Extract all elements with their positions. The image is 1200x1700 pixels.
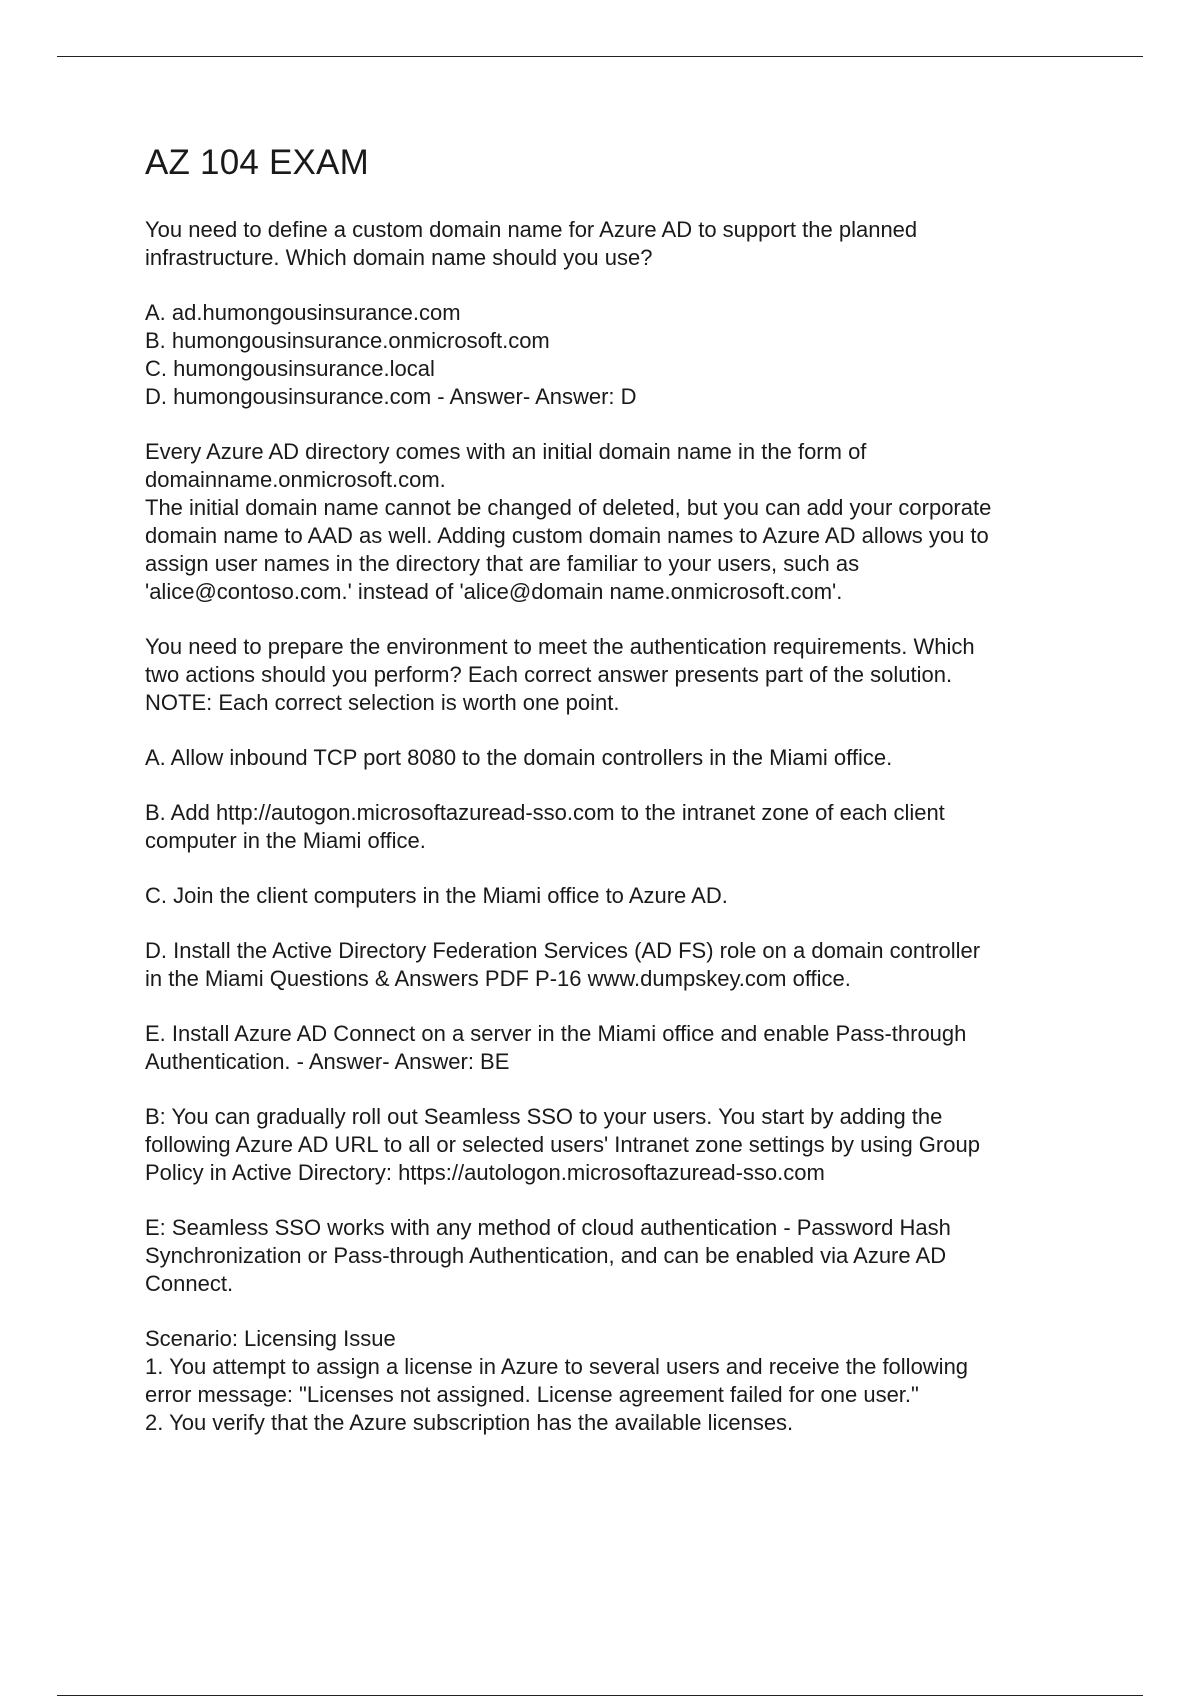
option-c: C. humongousinsurance.local [145, 356, 435, 381]
question-2-option-e-answer [145, 1020, 1105, 1076]
explanation-e [145, 1214, 1105, 1298]
document-title: AZ 104 EXAM [145, 143, 369, 182]
text-line: E: Seamless SSO works with any method of cloud authentication - Password Hash [145, 1215, 951, 1240]
text-line: error message: "Licenses not assigned. License agreement failed for one user." [145, 1382, 919, 1407]
text-line: Synchronization or Pass-through Authentication, and can be enabled via Azure AD [145, 1243, 947, 1268]
text-line: domainname.onmicrosoft.com. [145, 467, 446, 492]
option-d-answer: D. humongousinsurance.com - Answer- Answer: D [145, 384, 637, 409]
question-2-option-a [145, 744, 1105, 772]
text-line: B: You can gradually roll out Seamless SSO to your users. You start by adding the [145, 1104, 943, 1129]
explanation-b [145, 1103, 1105, 1187]
text-line: Scenario: Licensing Issue [145, 1326, 396, 1351]
text-line: Authentication. - Answer- Answer: BE [145, 1049, 510, 1074]
question-1-options [145, 299, 1105, 411]
text-line: following Azure AD URL to all or selected users' Intranet zone settings by using Group [145, 1132, 980, 1157]
text-line: 2. You verify that the Azure subscription has the available licenses. [145, 1410, 794, 1435]
text-line: two actions should you perform? Each correct answer presents part of the solution. [145, 662, 953, 687]
text-line: 1. You attempt to assign a license in Azure to several users and receive the following [145, 1354, 969, 1379]
question-2-option-b [145, 799, 1105, 855]
question-2-text [145, 633, 1105, 717]
question-2-option-d [145, 937, 1105, 993]
header-rule [57, 56, 1143, 57]
text-line: in the Miami Questions & Answers PDF P-16 www.dumpskey.com office. [145, 966, 851, 991]
text-line: 'alice@contoso.com.' instead of 'alice@domain name.onmicrosoft.com'. [145, 579, 843, 604]
text-line: Policy in Active Directory: https://autologon.microsoftazuread-sso.com [145, 1160, 825, 1185]
text-line: Every Azure AD directory comes with an initial domain name in the form of [145, 439, 867, 464]
text-line: Connect. [145, 1271, 234, 1296]
text-line: The initial domain name cannot be changed of deleted, but you can add your corporate [145, 495, 992, 520]
text-line: C. Join the client computers in the Miami office to Azure AD. [145, 883, 728, 908]
option-b: B. humongousinsurance.onmicrosoft.com [145, 328, 550, 353]
text-line: NOTE: Each correct selection is worth one point. [145, 690, 620, 715]
text-line: computer in the Miami office. [145, 828, 426, 853]
text-line: domain name to AAD as well. Adding custom domain names to Azure AD allows you to [145, 523, 989, 548]
document-body [145, 140, 1105, 1437]
text-line: D. Install the Active Directory Federation Services (AD FS) role on a domain controller [145, 938, 981, 963]
text-line: You need to define a custom domain name for Azure AD to support the planned [145, 217, 918, 242]
text-line: You need to prepare the environment to meet the authentication requirements. Which [145, 634, 975, 659]
text-line: assign user names in the directory that are familiar to your users, such as [145, 551, 860, 576]
question-2-option-c [145, 882, 1105, 910]
question-1-text [145, 216, 1105, 272]
text-line: infrastructure. Which domain name should you use? [145, 245, 653, 270]
option-a: A. ad.humongousinsurance.com [145, 300, 461, 325]
text-line: E. Install Azure AD Connect on a server in the Miami office and enable Pass-through [145, 1021, 967, 1046]
footer-rule [57, 1695, 1143, 1696]
text-line: B. Add http://autogon.microsoftazuread-sso.com to the intranet zone of each client [145, 800, 945, 825]
text-line: A. Allow inbound TCP port 8080 to the domain controllers in the Miami office. [145, 745, 893, 770]
question-1-explanation [145, 438, 1105, 606]
scenario-licensing-issue [145, 1325, 1105, 1437]
